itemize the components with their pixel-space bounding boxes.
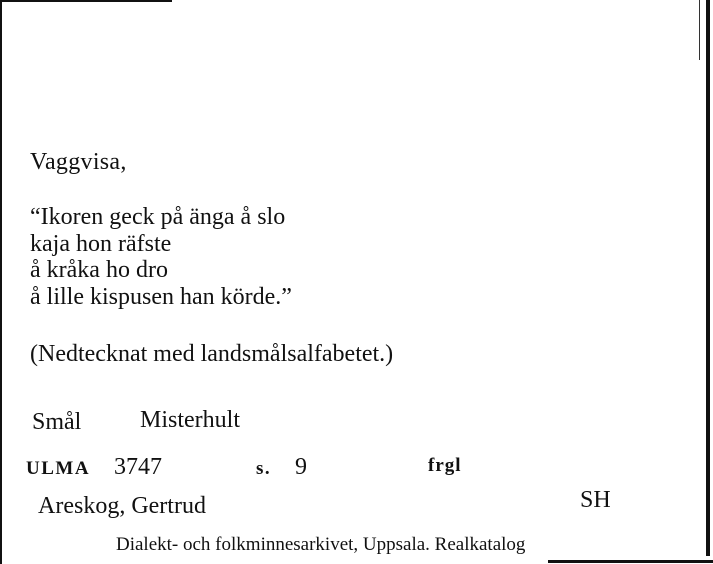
page-label: s.	[256, 458, 272, 479]
parish: Misterhult	[140, 407, 240, 433]
scan-edge-right	[706, 0, 710, 556]
initials: SH	[580, 487, 611, 513]
transcription-note: (Nedtecknat med landsmålsalfabetet.)	[30, 341, 394, 367]
province: Smål	[32, 409, 82, 435]
category-code: frgl	[428, 455, 462, 476]
poem-line: å lille kispusen han körde.”	[30, 283, 292, 310]
scan-edge-top	[0, 0, 172, 2]
poem-line: kaja hon räfste	[30, 230, 172, 257]
poem-line: “Ikoren geck på änga å slo	[30, 204, 286, 230]
poem-line: å kråka ho dro	[30, 257, 168, 283]
collector-name: Areskog, Gertrud	[38, 493, 206, 519]
archive-number: 3747	[114, 454, 162, 480]
poem-text	[30, 204, 292, 310]
archive-code: ULMA	[26, 458, 91, 479]
card-title: Vaggvisa,	[30, 149, 127, 175]
scan-edge-right-thin	[699, 0, 700, 60]
scan-edge-bottom	[548, 560, 713, 563]
page-number: 9	[295, 454, 307, 480]
archive-footer: Dialekt- och folkminnesarkivet, Uppsala. Realkatalog	[116, 534, 526, 555]
scan-edge-left	[0, 0, 2, 564]
